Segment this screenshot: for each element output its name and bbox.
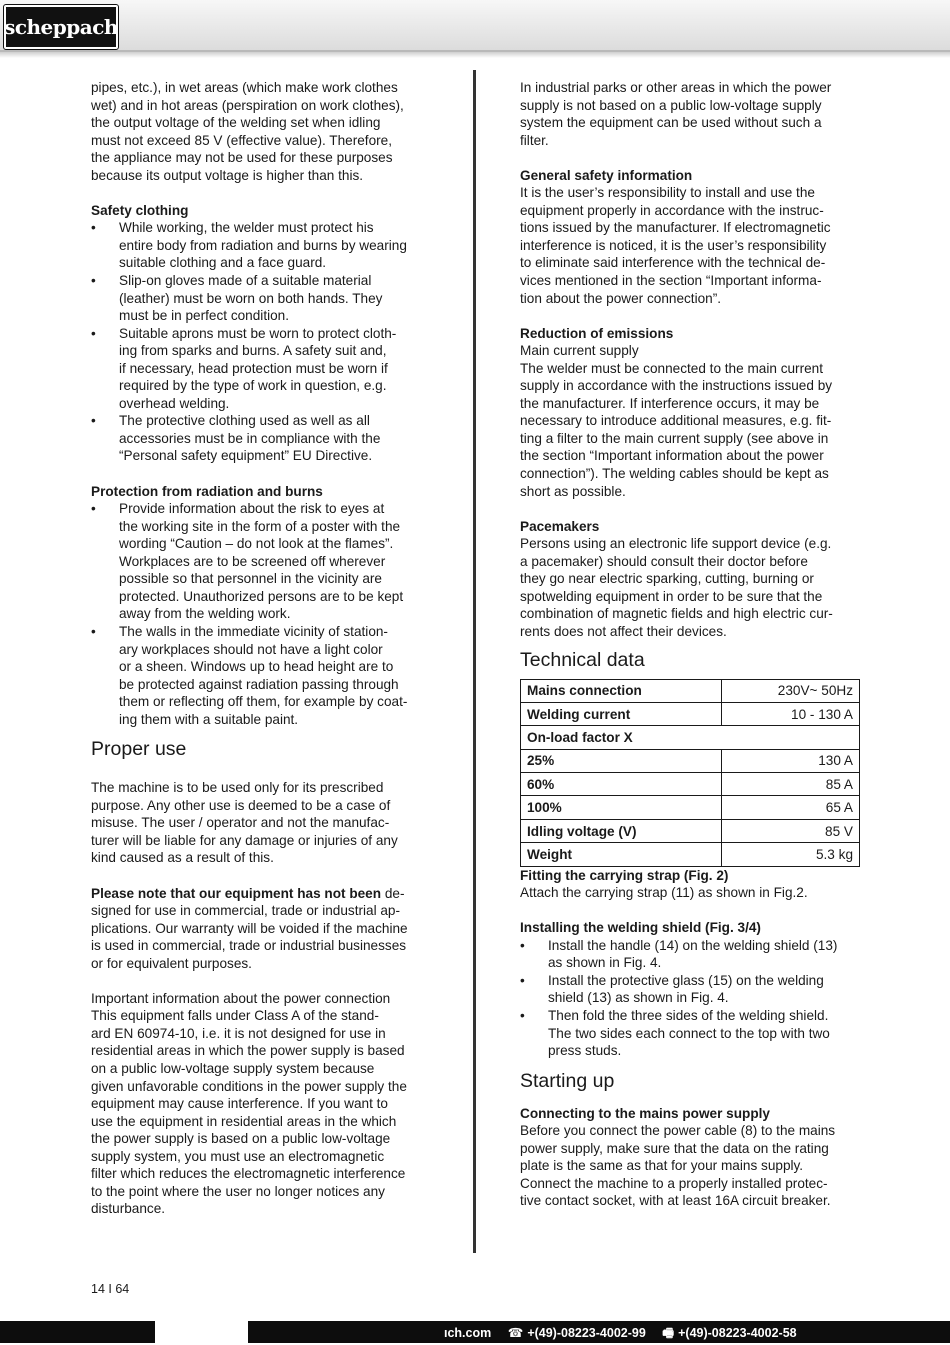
text-line: Before you connect the power cable (8) to the mains [520,1123,836,1139]
list-item: • The protective clothing used as well as all accessories must be in compliance with the “Personal safety equipment” EU Directive. [91,412,436,465]
text-line: wet) and in hot areas (perspiration on work clothes), [91,97,404,113]
table-row [521,702,860,725]
text-line: to the point where the user no longer notices any [91,1183,385,1199]
text-line: The two sides each connect to the top with two [548,1025,830,1041]
table-cell-value: 65 A [721,796,859,819]
section-title-starting-up: Starting up [520,1069,615,1092]
table-cell-label: Mains connection [521,679,722,702]
text-line: given unfavorable conditions in the power supply the [91,1078,407,1094]
mains-supply-text [520,1122,865,1210]
text-line: purpose. Any other use is deemed to be a case of [91,797,391,813]
section-heading-welding-shield: Installing the welding shield (Fig. 3/4) [520,920,761,936]
table-cell-label: 60% [521,773,722,796]
text-line: must not exceed 85 V (effective value). Therefore, [91,132,392,148]
list-item: • Install the protective glass (15) on the welding shield (13) as shown in Fig. 4. [520,972,865,1007]
general-safety-text [520,184,865,307]
text-line: rents does not affect their devices. [520,623,727,639]
text-line: or for equivalent purposes. [91,955,252,971]
table-row [521,749,860,772]
text-line: use the equipment in residential areas in the which [91,1113,397,1129]
text-line: tive contact socket, with at least 16A circuit breaker. [520,1193,831,1209]
text-line: combination of magnetic fields and high electric cur- [520,606,833,622]
text-line: Install the handle (14) on the welding shield (13) [548,937,838,953]
text-line: the working site in the form of a poster with the [119,518,401,534]
table-cell-value: 10 - 130 A [721,702,859,725]
footer-contact [444,1324,809,1345]
text-line: equipment may cause interference. If you want to [91,1096,388,1112]
text-line: (leather) must be worn on both hands. They [119,290,383,306]
text-line: interference is noticed, it is the user’s responsibility [520,237,827,253]
section-heading-safety-clothing: Safety clothing [91,202,189,218]
text-line: equipment properly in accordance with the instruc- [520,202,824,218]
text-line: Suitable aprons must be worn to protect cloth- [119,325,397,341]
section-heading-pacemakers: Pacemakers [520,518,600,534]
note-bold-text: Please note that our equipment has not been [91,885,382,901]
header-shadow [0,52,950,58]
table-cell-label: Weight [521,843,722,866]
fax-icon: 🖷 [662,1326,675,1340]
list-item: • Install the handle (14) on the welding shield (13) as shown in Fig. 4. [520,937,865,972]
text-line: filter which reduces the electromagnetic interference [91,1166,406,1182]
text-line: short as possible. [520,483,626,499]
text-line: The welder must be connected to the main current [520,360,823,376]
text-line: as shown in Fig. 4. [548,955,662,971]
text-line: ing them with a suitable paint. [119,711,299,727]
text-line: suitable clothing and a face guard. [119,255,327,271]
text-line: signed for use in commercial, trade or industrial ap- [91,903,401,919]
text-line: wording “Caution – do not look at the flames”. [119,536,394,552]
text-line: the appliance may not be used for these purposes [91,150,393,166]
list-item: • Suitable aprons must be worn to protect cloth- ing from sparks and burns. A safety suit and, if necessary, head protection must be worn if required by the type of work in question, e.g. overhead welding. [91,325,436,413]
brand-logo: scheppach [4,5,118,49]
phone-number: +(49)-08223-4002-99 [527,1326,646,1340]
list-item: • The walls in the immediate vicinity of station- ary workplaces should not have a light color or a sheen. Windows up to head height are to be protected against radiation passing through them or reflecting off them, for example by coat- ing them with a suitable paint. [91,623,436,728]
table-cell-value: 5.3 kg [721,843,859,866]
text-line: While working, the welder must protect his [119,220,374,236]
list-item: • Then fold the three sides of the welding shield. The two sides each connect to the top with two press studs. [520,1007,865,1060]
website-link[interactable]: ıch.com [444,1326,492,1340]
section-heading-radiation: Protection from radiation and burns [91,483,323,499]
text-line: turer will be liable for any damage or injuries of any [91,832,398,848]
left-column [91,79,436,1218]
text-line [91,885,436,903]
text-line: them or reflecting off them, for example by coat- [119,694,408,710]
proper-use-paragraph [91,779,436,867]
table-cell-value: 230V~ 50Hz [721,679,859,702]
telephone-icon: ☎ [507,1326,524,1340]
text-line: Persons using an electronic life support device (e.g. [520,536,832,552]
table-row [521,843,860,866]
text-line: plate is the same as that for your mains supply. [520,1158,804,1174]
fax-entry [662,1326,796,1340]
text-line: if necessary, head protection must be worn if [119,360,388,376]
text-line: pipes, etc.), in wet areas (which make work clothes [91,80,398,95]
text-line: possible so that personnel in the vicinity are [119,571,382,587]
page-number: 14 I 64 [91,1282,130,1296]
column-divider [473,70,476,1253]
text-line: ary workplaces should not have a light color [119,641,383,657]
section-heading-carrying-strap: Fitting the carrying strap (Fig. 2) [520,867,729,883]
text-line: filter. [520,132,549,148]
text-line: be protected against radiation passing through [119,676,399,692]
text-line: vices mentioned in the section “Important informa- [520,273,822,289]
phone-entry [508,1326,646,1340]
table-cell-label: Idling voltage (V) [521,819,722,842]
text-line: required by the type of work in question, e.g. [119,378,387,394]
emissions-text [520,342,865,500]
table-cell-label: 100% [521,796,722,819]
text-line: press studs. [548,1043,622,1059]
text-line: tions issued by the manufacturer. If electromagnetic [520,220,831,236]
text-line: The walls in the immediate vicinity of station- [119,623,388,639]
footer-gap [155,1321,248,1343]
text-line: ard EN 60974-10, i.e. it is not designed for use in [91,1025,386,1041]
table-cell-value: 130 A [721,749,859,772]
technical-data-table [520,679,860,867]
text-line: The protective clothing used as well as all [119,413,370,429]
table-row [521,819,860,842]
text-line: disturbance. [91,1201,166,1217]
text-line: the power supply is based on a public low-voltage [91,1131,391,1147]
pacemakers-text [520,535,865,640]
list-item: • While working, the welder must protect his entire body from radiation and burns by wearing suitable clothing and a face guard. [91,219,436,272]
text-line: plications. Our warranty will be voided if the machine [91,920,408,936]
text-line: the section “Important information about the power [520,448,824,464]
table-cell-label: On-load factor X [521,726,860,749]
text-line: overhead welding. [119,395,230,411]
text-line: supply is not based on a public low-voltage supply [520,97,822,113]
text-line: Important information about the power connection [91,990,391,1006]
table-row [521,773,860,796]
text-line: power supply, make sure that the data on the rating [520,1140,829,1156]
text-line: or a sheen. Windows up to head height are to [119,659,394,675]
right-column [520,79,865,1210]
text-line: “Personal safety equipment” EU Directive. [119,448,373,464]
fax-number: +(49)-08223-4002-58 [678,1326,797,1340]
list-item: • Provide information about the risk to eyes at the working site in the form of a poster with the wording “Caution – do not look at the flames”. Workplaces are to be screened off wherever possible so that personnel in the vicinity are protected. Unauthorized persons are to be kept away from the welding work. [91,500,436,623]
text-line: Slip-on gloves made of a suitable material [119,273,372,289]
text-line: Install the protective glass (15) on the welding [548,972,824,988]
text-line: connection”). The welding cables should be kept as [520,466,829,482]
text-line: supply system, you must use an electromagnetic [91,1148,385,1164]
text-line: system the equipment can be used without such a [520,115,822,131]
text-line: the output voltage of the welding set when idling [91,115,381,131]
section-heading-general-safety: General safety information [520,167,693,183]
warranty-note [91,885,436,973]
text-line: Then fold the three sides of the welding shield. [548,1008,829,1023]
section-title-technical-data: Technical data [520,648,645,671]
text-line: because its output voltage is higher than this. [91,167,364,183]
table-cell-label: 25% [521,749,722,772]
text-line: residential areas in which the power supply is based [91,1043,405,1059]
intro-text [91,79,436,184]
text-line: to eliminate said interference with the technical de- [520,255,826,271]
text-line: This equipment falls under Class A of the stand- [91,1008,379,1024]
text-line: shield (13) as shown in Fig. 4. [548,990,729,1006]
text-line: Main current supply [520,343,639,359]
text-line: kind caused as a result of this. [91,850,274,866]
text-line: accessories must be in compliance with the [119,430,381,446]
text-line: The machine is to be used only for its prescribed [91,780,384,796]
table-row [521,796,860,819]
text-line: is used in commercial, trade or industrial businesses [91,938,407,954]
list-item: • Slip-on gloves made of a suitable material (leather) must be worn on both hands. They must be in perfect condition. [91,272,436,325]
note-text: de- [381,885,405,901]
page-footer [0,1321,950,1343]
text-line: entire body from radiation and burns by wearing [119,237,407,253]
text-line: necessary to introduce additional measures, e.g. fit- [520,413,832,429]
text-line: Provide information about the risk to eyes at [119,501,385,517]
text-line: they go near electric sparking, cutting, burning or [520,571,814,587]
text-line: Connect the machine to a properly installed protec- [520,1175,828,1191]
section-heading-emissions: Reduction of emissions [520,325,674,341]
text-line: protected. Unauthorized persons are to be kept [119,588,404,604]
page-header [0,0,950,52]
text-line: Workplaces are to be screened off wherever [119,553,386,569]
text-line: a pacemaker) should consult their doctor before [520,553,808,569]
section-heading-mains-supply: Connecting to the mains power supply [520,1105,770,1121]
text-line: tion about the power connection”. [520,290,722,306]
text-line: It is the user’s responsibility to install and use the [520,185,815,201]
table-cell-value: 85 A [721,773,859,796]
table-cell-value: 85 V [721,819,859,842]
section-title-proper-use: Proper use [91,738,187,761]
text-line: supply in accordance with the instructions issued by [520,378,833,394]
text-line: misuse. The user / operator and not the manufac- [91,815,390,831]
text-line: away from the welding work. [119,606,291,622]
power-connection-info [91,990,436,1218]
table-cell-label: Welding current [521,702,722,725]
text-line: on a public low-voltage supply system because [91,1060,375,1076]
text-line: the manufacturer. If interference occurs, it may be [520,395,820,411]
text-line: In industrial parks or other areas in which the power [520,80,832,95]
table-row [521,679,860,702]
text-line: must be in perfect condition. [119,308,290,324]
table-row [521,726,860,749]
text-line: spotwelding equipment in order to be sure that the [520,588,823,604]
industrial-text [520,79,865,149]
text-line: ting a filter to the main current supply (see above in [520,430,829,446]
text-line: ing from sparks and burns. A safety suit and, [119,343,387,359]
text-line: Attach the carrying strap (11) as shown in Fig.2. [520,885,808,901]
